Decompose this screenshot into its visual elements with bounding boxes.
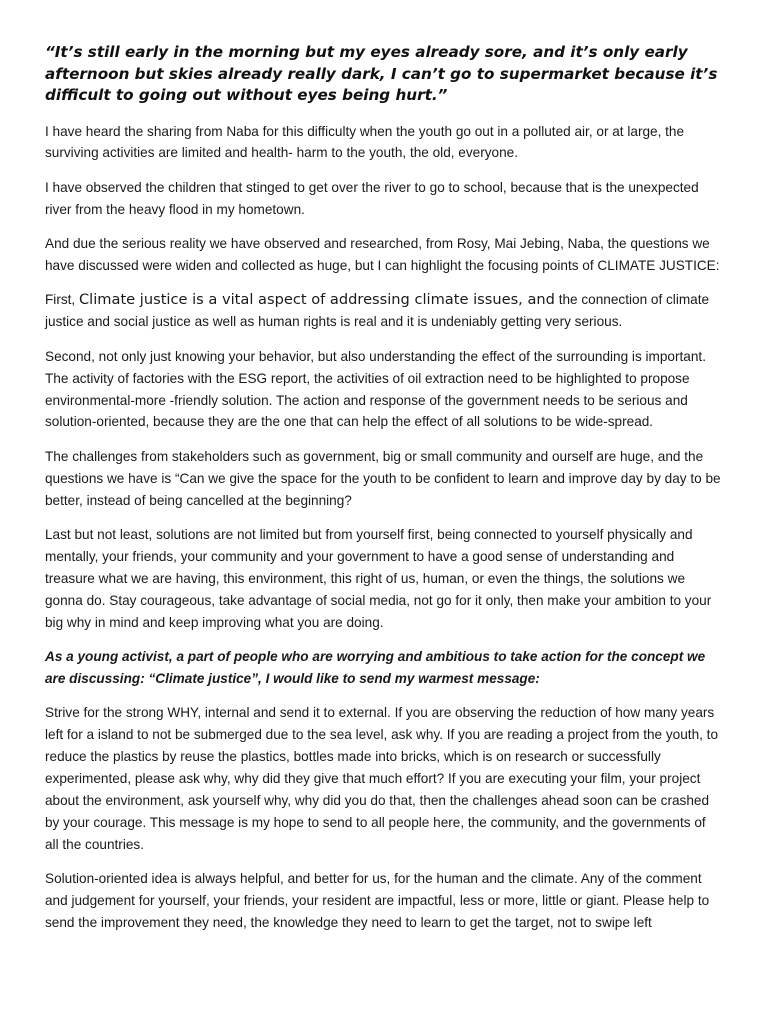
paragraph-river-children: I have observed the children that stinged to get over the river to go to school, because that is the unexpected river from the heavy flood in my hometown.	[45, 179, 699, 217]
paragraph-second-point: Second, not only just knowing your behavior, but also understanding the effect of the surrounding is important. The activity of factories with the ESG report, the activities of oil extraction need to be highlighted to propose environmental-more -friendly solution. The action and response of the government needs to be serious and solution-oriented, because they are the one that can help the effect of all solutions to be wide-spread.	[45, 348, 706, 430]
first-point-large-text: Climate justice is a vital aspect of addressing climate issues, and	[78, 291, 555, 309]
first-point-rest: the connection of climate justice and social justice as well as human rights is real and it is undeniably getting very serious.	[45, 292, 710, 330]
first-point-lead: First,	[45, 292, 79, 308]
opening-quote: “It’s still early in the morning but my eyes already sore, and it’s only early afternoon but skies already really dark, I can’t go to supermarket because it’s difficult to going out without eyes being hurt.”	[45, 43, 718, 104]
paragraph-strong-why: Strive for the strong WHY, internal and send it to external. If you are observing the reduction of how many years left for a island to not be submerged due to the sea level, ask why. If you are reading a project from the youth, to reduce the plastics by reuse the plastics, bottles made into bricks, which is on research or successfully experimented, please ask why, why did they give that much effort? If you are executing your film, your project about the environment, ask yourself why, why did you do that, then the challenges ahead soon can be crashed by your courage. This message is my hope to send to all people here, the community, and the governments of all the countries.	[45, 705, 719, 852]
paragraph-challenges: The challenges from stakeholders such as government, big or small community and ourself are huge, and the questions we have is “Can we give the space for the youth to be confident to learn and improve day by day to be better, instead of being cancelled at the beginning?	[45, 448, 721, 508]
emphasis-message-intro: As a young activist, a part of people who are worrying and ambitious to take action for the concept we are discussing: “Climate justice”, I would like to send my warmest message:	[45, 649, 706, 687]
document-page	[45, 42, 723, 947]
paragraph-solution-oriented: Solution-oriented idea is always helpful, and better for us, for the human and the climate. Any of the comment and judgement for yourself, your friends, your resident are impactful, less or more, little or giant. Please help to send the improvement they need, the knowledge they need to learn to get the target, not to swipe left	[45, 871, 710, 931]
paragraph-last-point: Last but not least, solutions are not limited but from yourself first, being connected to yourself physically and mentally, your friends, your community and your government to have a good sense of understanding and treasure what we are having, this environment, this right of us, human, or even the things, the solutions we gonna do. Stay courageous, take advantage of social media, not go for it only, then make your ambition to your big why in mind and keep improving what you are doing.	[45, 527, 712, 630]
paragraph-first-point	[45, 289, 723, 333]
paragraph-naba-sharing: I have heard the sharing from Naba for this difficulty when the youth go out in a polluted air, or at large, the surviving activities are limited and health- harm to the youth, the old, everyone.	[45, 123, 685, 161]
paragraph-focus-points: And due the serious reality we have observed and researched, from Rosy, Mai Jebing, Naba, the questions we have discussed were widen and collected as huge, but I can highlight the focusing points of CLIMATE JUSTICE:	[45, 236, 720, 274]
